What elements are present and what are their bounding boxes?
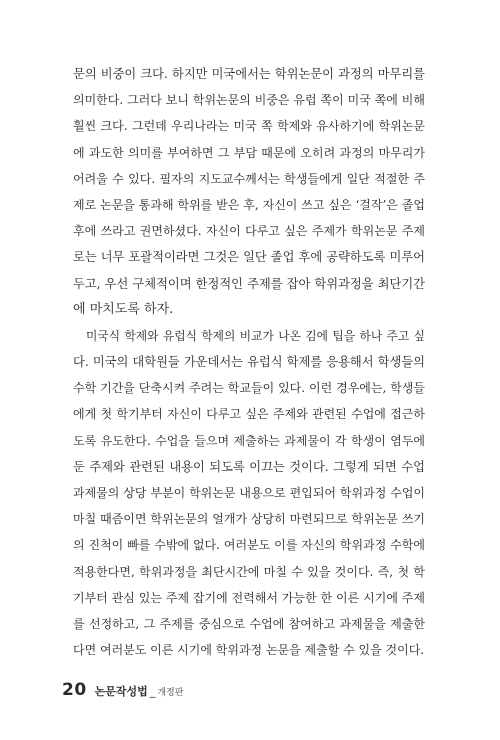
running-title: 논문작성법 xyxy=(94,685,148,698)
text-line: 로는 너무 포괄적이라면 그것은 일단 졸업 후에 공략하도록 미루어 xyxy=(73,250,425,265)
text-line: 미국식 학제와 유럽식 학제의 비교가 나온 김에 팁을 하나 주고 싶 xyxy=(86,328,425,343)
text-line: 과제물의 상당 부분이 학위논문 내용으로 편입되어 학위과정 수업이 xyxy=(73,486,425,500)
page-footer xyxy=(62,680,183,704)
text-line: 의 진척이 빠를 수밖에 없다. 여러분도 이를 자신의 학위과정 수학에 xyxy=(73,538,425,553)
page-number: 20 xyxy=(62,680,87,700)
text-line: 후에 쓰라고 권면하셨다. 자신이 다루고 싶은 주제가 학위논문 주제 xyxy=(73,224,425,239)
text-line: 에게 첫 학기부터 자신이 다루고 싶은 주제와 관련된 수업에 접근하 xyxy=(73,407,425,422)
text-line: 두고, 우선 구체적이며 한정적인 주제를 잡아 학위과정을 최단기간 xyxy=(73,276,425,291)
text-line: 둔 주제와 관련된 내용이 되도록 이끄는 것이다. 그렇게 되면 수업 xyxy=(73,459,425,474)
title-separator: _ xyxy=(149,685,156,698)
text-line: 훨씬 크다. 그런데 우리나라는 미국 쪽 학제와 유사하기에 학위논문 xyxy=(73,119,425,134)
text-line: 어려울 수 있다. 필자의 지도교수께서는 학생들에게 일단 적절한 주 xyxy=(73,171,425,186)
text-line: 의미한다. 그러다 보니 학위논문의 비중은 유럽 쪽이 미국 쪽에 비해 xyxy=(73,93,425,108)
text-line: 수학 기간을 단축시켜 주려는 학교들이 있다. 이런 경우에는, 학생들 xyxy=(73,381,425,396)
text-line: 문의 비중이 크다. 하지만 미국에서는 학위논문이 과정의 마무리를 xyxy=(73,67,425,81)
text-line: 에 마치도록 하자. xyxy=(73,301,174,317)
text-line: 도록 유도한다. 수업을 들으며 제출하는 과제물이 각 학생이 염두에 xyxy=(73,433,425,448)
edition-label: 개정판 xyxy=(157,688,184,698)
body-text xyxy=(73,61,425,663)
text-line: 적용한다면, 학위과정을 최단시간에 마칠 수 있을 것이다. 즉, 첫 학 xyxy=(73,564,425,579)
text-line: 기부터 관심 있는 주제 잡기에 전력해서 가능한 한 이른 시기에 주제 xyxy=(73,590,425,605)
text-line: 제로 논문을 통과해 학위를 받은 후, 자신이 쓰고 싶은 ‘걸작’은 졸업 xyxy=(73,197,425,212)
text-line: 마칠 때즘이면 학위논문의 얼개가 상당히 마련되므로 학위논문 쓰기 xyxy=(73,512,425,527)
text-line: 를 선정하고, 그 주제를 중심으로 수업에 참여하고 과제물을 제출한 xyxy=(73,616,425,631)
text-line: 에 과도한 의미를 부여하면 그 부담 때문에 오히려 과정의 마무리가 xyxy=(73,145,425,160)
text-line: 다. 미국의 대학원들 가운데서는 유럽식 학제를 응용해서 학생들의 xyxy=(73,355,425,370)
text-line: 다면 여러분도 이른 시기에 학위과정 논문을 제출할 수 있을 것이다. xyxy=(73,643,425,658)
